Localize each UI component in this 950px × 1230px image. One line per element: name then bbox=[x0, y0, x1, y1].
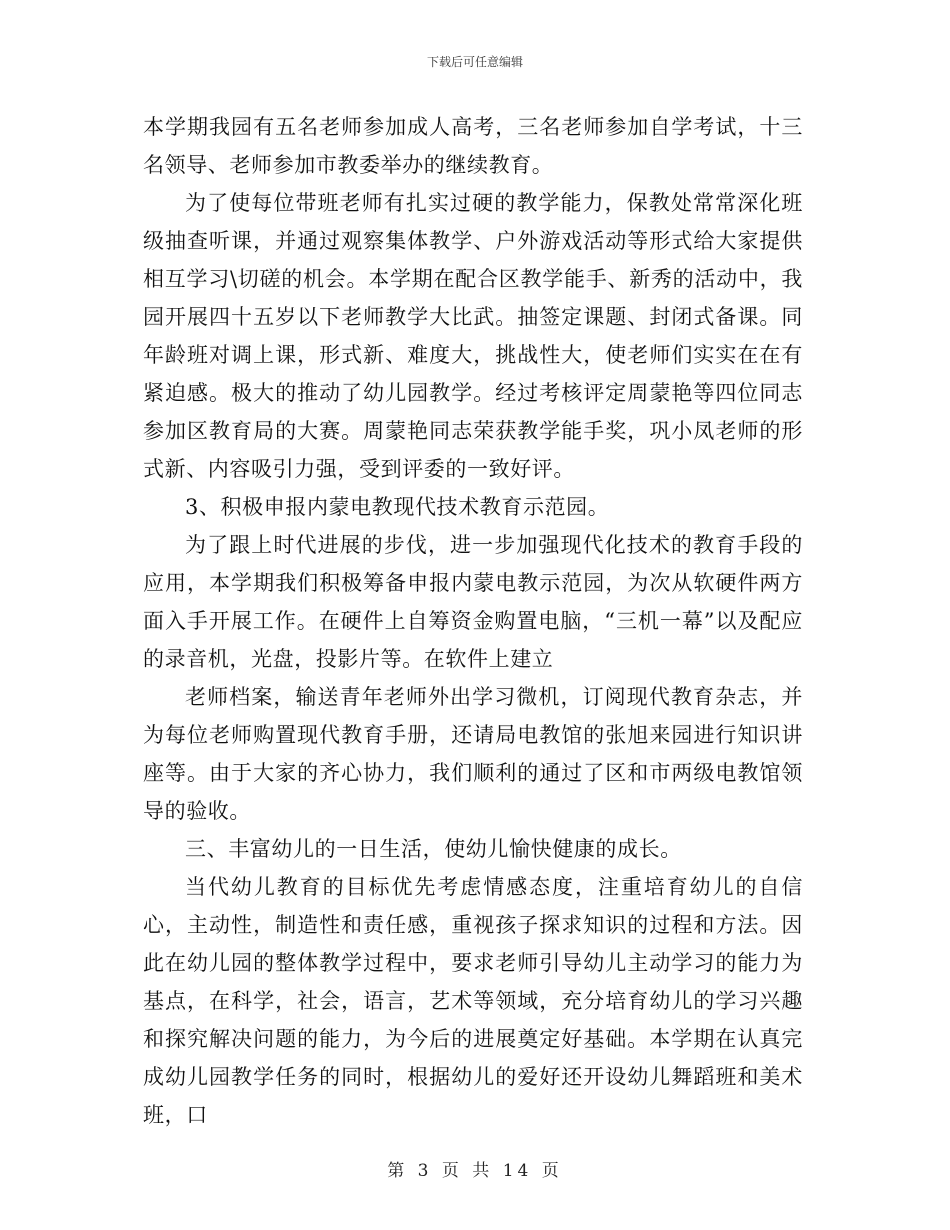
paragraph-1: 本学期我园有五名老师参加成人高考，三名老师参加自学考试，十三名领导、老师参加市教委举办的继续教育。 bbox=[143, 115, 803, 177]
paragraph-3: 为了跟上时代进展的步伐，进一步加强现代化技术的教育手段的应用，本学期我们积极筹备申报内蒙电教示范园，为次从软硬件两方面入手开展工作。在硬件上自筹资金购置电脑，“三机一幕”以及配应的录音机，光盘，投影片等。在软件上建立 bbox=[143, 533, 803, 671]
paragraph-4: 老师档案，输送青年老师外出学习微机，订阅现代教育杂志，并为每位老师购置现代教育手册，还请局电教馆的张旭来园进行知识讲座等。由于大家的齐心协力，我们顺利的通过了区和市两级电教馆领导的验收。 bbox=[143, 685, 803, 823]
page-header: 下载后可任意编辑 bbox=[426, 55, 523, 69]
paragraph-2: 为了使每位带班老师有扎实过硬的教学能力，保教处常常深化班级抽查听课，并通过观察集体教学、户外游戏活动等形式给大家提供相互学习\切磋的机会。本学期在配合区教学能手、新秀的活动中，我园开展四十五岁以下老师教学大比武。抽签定课题、封闭式备课。同年龄班对调上课，形式新、难度大，挑战性大，使老师们实实在在有紧迫感。极大的推动了幼儿园教学。经过考核评定周蒙艳等四位同志参加区教育局的大赛。周蒙艳同志荣获教学能手奖，巩小凤老师的形式新、内容吸引力强，受到评委的一致好评。 bbox=[143, 191, 803, 481]
section-heading-3: 3、积极申报内蒙电教现代技术教育示范园。 bbox=[185, 495, 610, 519]
section-heading-iii: 三、丰富幼儿的一日生活，使幼儿愉快健康的成长。 bbox=[185, 837, 682, 861]
page-number-footer: 第 3 页 共 14 页 bbox=[387, 1161, 563, 1181]
document-body bbox=[143, 108, 803, 1134]
paragraph-5: 当代幼儿教育的目标优先考虑情感态度，注重培育幼儿的自信心，主动性，制造性和责任感，重视孩子探求知识的过程和方法。因此在幼儿园的整体教学过程中，要求老师引导幼儿主动学习的能力为基点，在科学，社会，语言，艺术等领域，充分培育幼儿的学习兴趣和探究解决问题的能力，为今后的进展奠定好基础。本学期在认真完成幼儿园教学任务的同时，根据幼儿的爱好还开设幼儿舞蹈班和美术班，口 bbox=[143, 875, 803, 1127]
